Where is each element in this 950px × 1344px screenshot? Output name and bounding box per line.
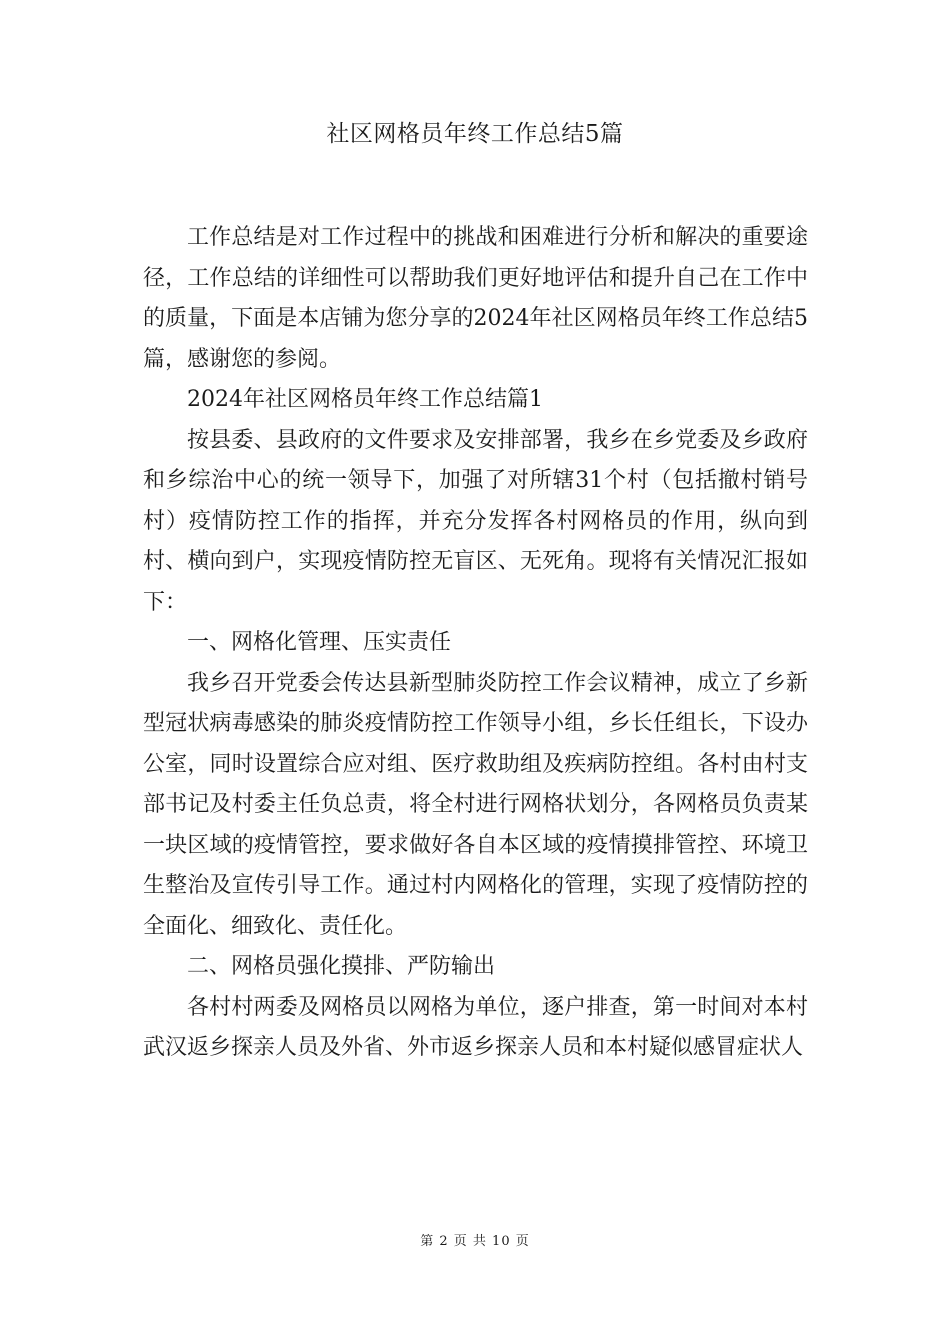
- section-heading-screening: 二、网格员强化摸排、严防输出: [187, 954, 496, 979]
- intro-paragraph: 工作总结是对工作过程中的挑战和困难进行分析和解决的重要途径，工作总结的详细性可以帮助我们更好地评估和提升自己在工作中的质量，下面是本店铺为您分享的2024年社区网格员年终工作总结5篇，感谢您的参阅。: [143, 225, 808, 372]
- page-number-footer: 第 2 页 共 10 页: [420, 1234, 530, 1249]
- section-heading-part-1: 2024年社区网格员年终工作总结篇1: [187, 387, 543, 412]
- document-body: [143, 218, 808, 1069]
- section-heading-grid-management: 一、网格化管理、压实责任: [187, 630, 452, 655]
- body-paragraph-screening: 各村村两委及网格员以网格为单位，逐户排查，第一时间对本村武汉返乡探亲人员及外省、外市返乡探亲人员和本村疑似感冒症状人: [143, 994, 808, 1060]
- body-paragraph-grid-management: 我乡召开党委会传达县新型肺炎防控工作会议精神，成立了乡新型冠状病毒感染的肺炎疫情防控工作领导小组，乡长任组长，下设办公室，同时设置综合应对组、医疗救助组及疾病防控组。各村由村支部书记及村委主任负总责，将全村进行网格状划分，各网格员负责某一块区域的疫情管控，要求做好各自本区域的疫情摸排管控、环境卫生整治及宣传引导工作。通过村内网格化的管理，实现了疫情防控的全面化、细致化、责任化。: [143, 670, 808, 939]
- document-title: 社区网格员年终工作总结5篇: [326, 121, 624, 147]
- body-paragraph-overview: 按县委、县政府的文件要求及安排部署，我乡在乡党委及乡政府和乡综治中心的统一领导下，加强了对所辖31个村（包括撤村销号村）疫情防控工作的指挥，并充分发挥各村网格员的作用，纵向到村、横向到户，实现疫情防控无盲区、无死角。现将有关情况汇报如下：: [143, 427, 808, 615]
